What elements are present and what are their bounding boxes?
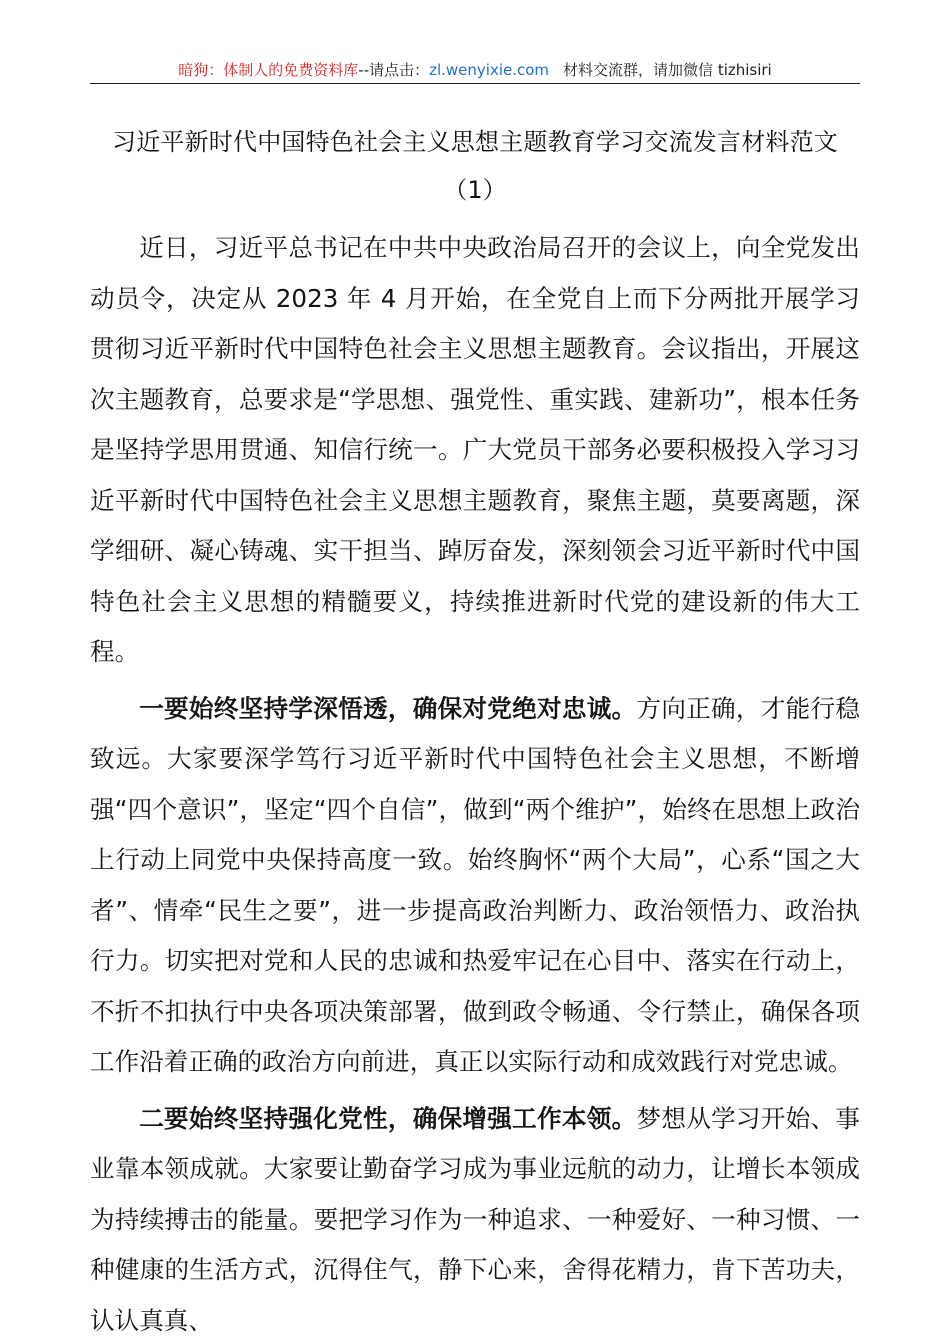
header-separator: --请点击：: [358, 61, 430, 79]
section-body-1: 方向正确，才能行稳致远。大家要深学笃行习近平新时代中国特色社会主义思想，不断增强“四个意识”，坚定“四个自信”，做到“两个维护”，始终在思想上政治上行动上同党中央保持高度一致。始终胸怀“两个大局”，心系“国之大者”、情牵“民生之要”，进一步提高政治判断力、政治领悟力、政治执行力。切实把对党和人民的忠诚和热爱牢记在心目中、落实在行动上，不折不扣执行中央各项决策部署，做到政令畅通、令行禁止，确保各项工作沿着正确的政治方向前进，真正以实际行动和成效践行对党忠诚。: [90, 693, 860, 1076]
document-title-number: （1）: [443, 176, 507, 204]
page-header: [90, 60, 860, 84]
section-heading-2: 二要始终坚持强化党性，确保增强工作本领。: [139, 1103, 637, 1133]
document-body: [90, 118, 860, 1344]
section-body-2: 梦想从学习开始、事业靠本领成就。大家要让勤奋学习成为事业远航的动力，让增长本领成为持续搏击的能量。要把学习作为一种追求、一种爱好、一种习惯、一种健康的生活方式，沉得住气，静下心来，舍得花精力，肯下苦功夫，认认真真、: [90, 1103, 860, 1335]
header-brand: 暗狗：体制人的免费资料库: [178, 61, 359, 79]
section-paragraph-1: [90, 684, 860, 1088]
header-contact: 材料交流群，请加微信 tizhisiri: [563, 61, 772, 79]
intro-paragraph: 近日，习近平总书记在中共中央政治局召开的会议上，向全党发出动员令，决定从 2023 年 4 月开始，在全党自上而下分两批开展学习贯彻习近平新时代中国特色社会主义思想主题教育。会议指出，开展这次主题教育，总要求是“学思想、强党性、重实践、建新功”，根本任务是坚持学思用贯通、知信行统一。广大党员干部务必要积极投入学习习近平新时代中国特色社会主义思想主题教育，聚焦主题，莫要离题，深学细研、凝心铸魂、实干担当、踔厉奋发，深刻领会习近平新时代中国特色社会主义思想的精髓要义，持续推进新时代党的建设新的伟大工程。: [90, 233, 860, 666]
section-heading-1: 一要始终坚持学深悟透，确保对党绝对忠诚。: [139, 693, 637, 723]
header-url-link[interactable]: zl.wenyixie.com: [429, 61, 550, 79]
section-paragraph-2: [90, 1094, 860, 1344]
document-title: 习近平新时代中国特色社会主义思想主题教育学习交流发言材料范文: [112, 128, 838, 156]
